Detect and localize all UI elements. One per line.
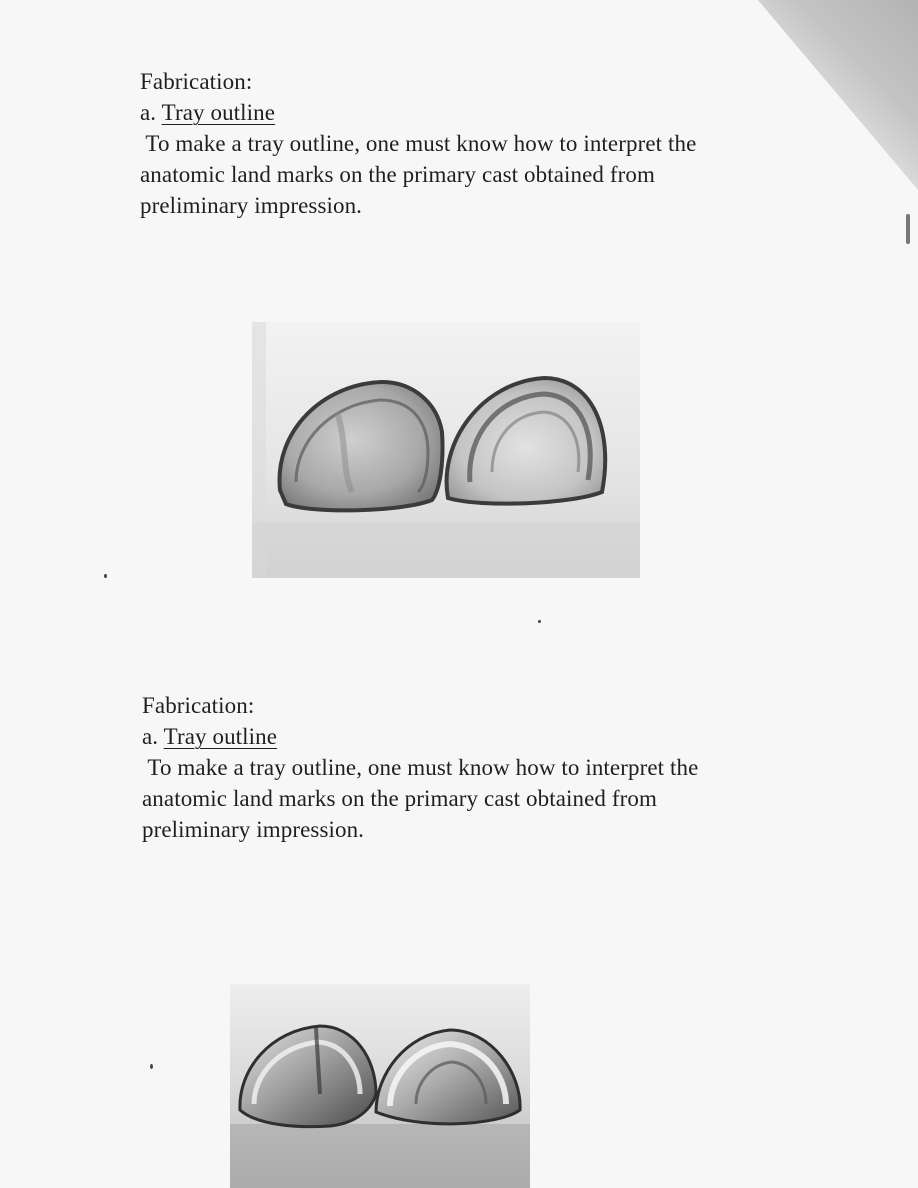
scan-speck xyxy=(104,574,107,578)
tray-photo-1-image xyxy=(252,322,640,578)
page-corner-shadow xyxy=(758,0,918,190)
body-line-3: preliminary impression. xyxy=(140,193,363,218)
body-line-1: To make a tray outline, one must know how to interpret the xyxy=(142,755,699,780)
body-line-2: anatomic land marks on the primary cast obtained from xyxy=(140,162,655,187)
tray-photo-1 xyxy=(252,322,640,578)
tray-photo-2 xyxy=(230,984,530,1188)
item-title: Tray outline xyxy=(163,724,278,749)
item-line xyxy=(142,721,782,752)
item-prefix: a. xyxy=(142,724,159,749)
body-line-2: anatomic land marks on the primary cast obtained from xyxy=(142,786,657,811)
section-fabrication-1 xyxy=(140,66,780,221)
body-line-1: To make a tray outline, one must know how to interpret the xyxy=(140,131,697,156)
section-heading: Fabrication: xyxy=(142,693,255,718)
scan-speck xyxy=(150,1064,153,1069)
section-heading: Fabrication: xyxy=(140,69,253,94)
item-prefix: a. xyxy=(140,100,157,125)
scan-edge-mark xyxy=(906,214,910,244)
section-fabrication-2 xyxy=(142,690,782,845)
tray-photo-2-image xyxy=(230,984,530,1188)
item-title: Tray outline xyxy=(161,100,276,125)
body-line-3: preliminary impression. xyxy=(142,817,365,842)
scan-speck xyxy=(538,620,541,623)
item-line xyxy=(140,97,780,128)
